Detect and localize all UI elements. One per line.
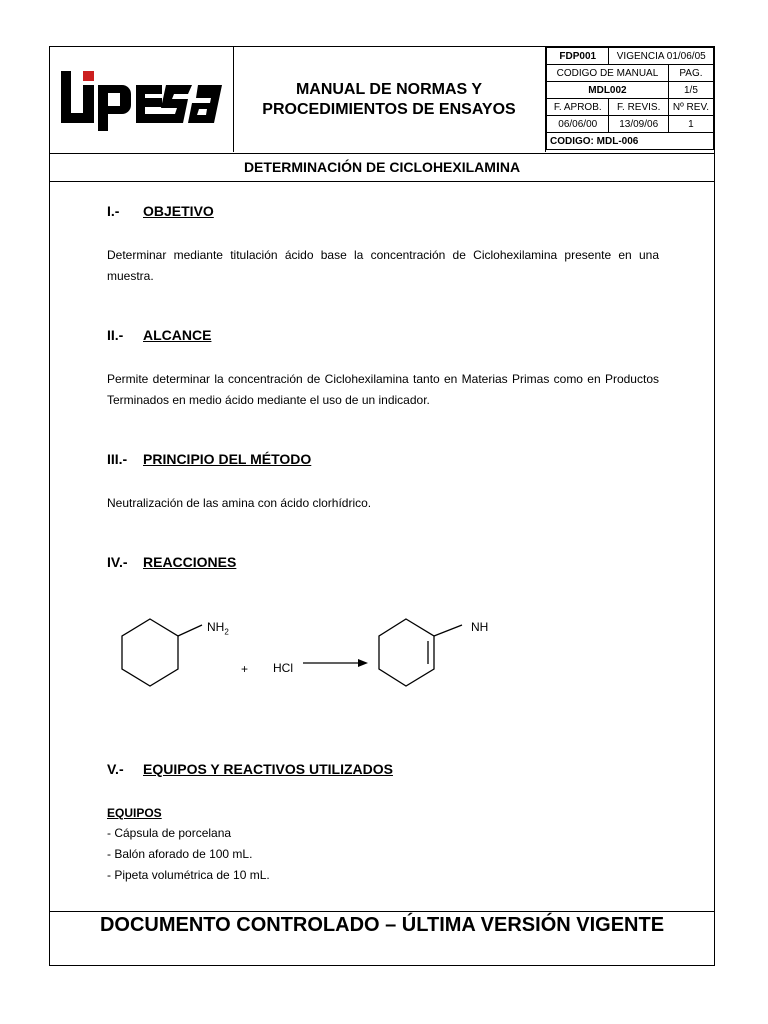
section-principio-text: Neutralización de las amina con ácido clorhídrico. — [107, 496, 372, 510]
n-rev-value: 1 — [668, 116, 713, 133]
section-reacciones-heading — [107, 554, 236, 570]
section-objetivo-heading — [107, 203, 214, 219]
nh-label: NH — [471, 620, 489, 634]
list-item: - Cápsula de porcelana — [107, 826, 232, 840]
logo-cell — [50, 47, 234, 152]
pag-value: 1/5 — [668, 82, 713, 99]
arrow-head — [358, 659, 368, 667]
document-frame — [49, 46, 715, 966]
f-revis-value: 13/09/06 — [609, 116, 668, 133]
f-aprob-value: 06/06/00 — [547, 116, 609, 133]
section-number: IV.- — [107, 554, 128, 570]
f-revis-label: F. REVIS. — [609, 99, 668, 116]
codigo-manual-value: MDL002 — [547, 82, 669, 99]
document-meta-table — [546, 47, 714, 152]
codigo-manual-label: CODIGO DE MANUAL — [547, 65, 669, 82]
section-name: EQUIPOS Y REACTIVOS UTILIZADOS — [143, 761, 393, 777]
document-header — [50, 47, 714, 154]
pag-label: PAG. — [668, 65, 713, 82]
nh2-label: $NH_2$ — [207, 620, 229, 637]
document-title: DETERMINACIÓN DE CICLOHEXILAMINA — [50, 153, 714, 182]
cyclohexane-ring — [122, 619, 178, 686]
manual-title — [233, 47, 546, 152]
fdp-code: FDP001 — [547, 48, 609, 65]
section-principio-heading — [107, 451, 311, 467]
c-n-bond — [178, 625, 202, 636]
lipesa-logo — [58, 65, 228, 135]
section-number: II.- — [107, 327, 124, 343]
plus-sign: + — [241, 662, 249, 676]
section-number: III.- — [107, 451, 128, 467]
equipos-list — [107, 823, 270, 886]
section-alcance-heading — [107, 327, 211, 343]
equipos-subtitle: EQUIPOS — [107, 806, 162, 820]
section-alcance-text: Permite determinar la concentración de Ciclohexilamina tanto en Materias Primas como en Productos Terminados en medio ácido mediante el uso de un indicador. — [107, 372, 659, 407]
footer-controlled-doc: DOCUMENTO CONTROLADO – ÚLTIMA VERSIÓN VIGENTE — [99, 914, 665, 936]
section-number: V.- — [107, 761, 124, 777]
list-item: - Pipeta volumétrica de 10 mL. — [107, 868, 270, 882]
codigo-doc: CODIGO: MDL-006 — [547, 133, 714, 150]
section-name: PRINCIPIO DEL MÉTODO — [143, 451, 312, 467]
cyclohexene-ring — [379, 619, 434, 686]
section-name: OBJETIVO — [143, 203, 214, 219]
f-aprob-label: F. APROB. — [547, 99, 609, 116]
section-name: REACCIONES — [143, 554, 237, 570]
section-number: I.- — [107, 203, 120, 219]
hcl-label: HCl — [273, 661, 293, 675]
n-rev-label: Nº REV. — [668, 99, 713, 116]
manual-title-line1: MANUAL DE NORMAS Y — [295, 80, 483, 98]
section-name: ALCANCE — [143, 327, 212, 343]
manual-title-line2: PROCEDIMIENTOS DE ENSAYOS — [262, 100, 516, 118]
list-item: - Balón aforado de 100 mL. — [107, 847, 253, 861]
vigencia: VIGENCIA 01/06/05 — [609, 48, 714, 65]
section-equipos-heading — [107, 761, 393, 777]
document-footer — [50, 911, 714, 965]
section-objetivo-text: Determinar mediante titulación ácido base la concentración de Ciclohexilamina presente en una muestra. — [107, 248, 659, 283]
c-n-bond — [434, 625, 462, 636]
